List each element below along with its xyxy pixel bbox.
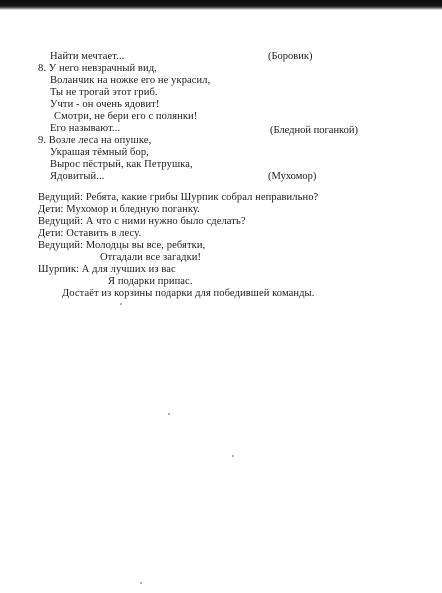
riddle-8-line-3: Ты не трогай этот гриб.	[50, 87, 158, 98]
scan-top-edge	[0, 0, 442, 10]
riddle-7-answer: (Боровик)	[268, 51, 313, 62]
dialogue-line-3: Ведущий: А что с ними нужно было сделать?	[38, 216, 246, 227]
scan-speck	[120, 303, 122, 305]
riddle-7-last-line: Найти мечтает...	[50, 51, 125, 62]
riddle-9-line-4: Ядовитый...	[50, 171, 105, 182]
dialogue-line-2: Дети: Мухомор и бледную поганку.	[38, 204, 200, 215]
dialogue-line-6: Отгадали все загадки!	[100, 252, 202, 263]
dialogue-line-5: Ведущий: Молодцы вы все, ребятки,	[38, 240, 206, 251]
riddle-9-answer: (Мухомор)	[268, 171, 317, 182]
dialogue-line-8: Я подарки припас.	[108, 276, 193, 287]
scan-speck	[140, 582, 142, 584]
riddle-8-line-1: 8. У него невзрачный вид,	[38, 63, 157, 74]
scan-speck	[168, 413, 170, 415]
dialogue-line-9: Достаёт из корзины подарки для победившей команды.	[62, 288, 315, 299]
riddle-8-line-5: Смотри, не бери его с полянки!	[54, 111, 198, 122]
riddle-9-line-3: Вырос пёстрый, как Петрушка,	[50, 159, 193, 170]
riddle-9-line-1: 9. Возле леса на опушке,	[38, 135, 152, 146]
dialogue-line-1: Ведущий: Ребята, какие грибы Шурпик собрал неправильно?	[38, 192, 319, 203]
riddle-8-line-4: Учти - он очень ядовит!	[50, 99, 160, 110]
scan-speck	[232, 455, 234, 457]
riddle-8-line-6: Его называют...	[50, 123, 121, 134]
dialogue-line-4: Дети: Оставить в лесу.	[38, 228, 142, 239]
riddle-9-line-2: Украшая тёмный бор,	[50, 147, 149, 158]
riddle-8-answer: (Бледной поганкой)	[270, 125, 358, 136]
dialogue-line-7: Шурпик: А для лучших из вас	[38, 264, 176, 275]
riddle-8-line-2: Воланчик на ножке его не украсил,	[50, 75, 211, 86]
